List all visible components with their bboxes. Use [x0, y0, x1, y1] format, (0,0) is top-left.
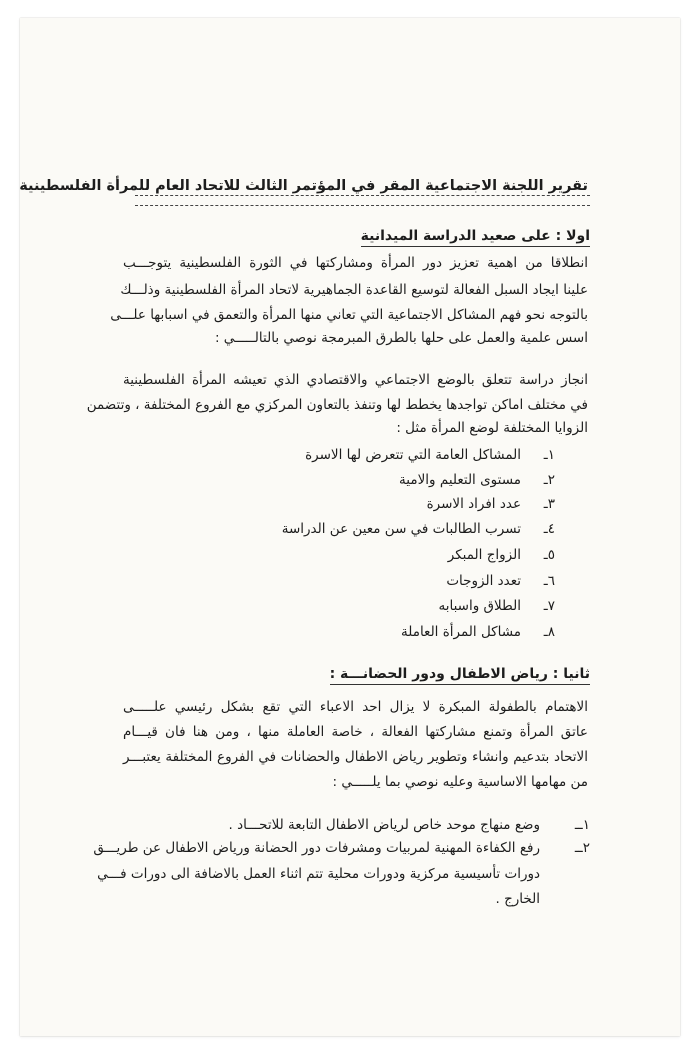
section1-heading: [361, 226, 590, 246]
section1-para1-line: بالتوجه نحو فهم المشاكل الاجتماعية التي تعاني منها المرأة والتعمق في اسبابها علـــى: [110, 307, 588, 323]
list-item-number: ٣ـ: [543, 496, 555, 512]
list-item-number: ٧ـ: [543, 598, 555, 614]
section1-para1-line: انطلاقا من اهمية تعزيز دور المرأة ومشاركتها في الثورة الفلسطينية يتوجـــب: [123, 255, 588, 271]
list-item: [438, 596, 555, 616]
list-item-number: ٢ـ: [543, 472, 555, 488]
list-item-number: ٦ـ: [543, 573, 555, 589]
list-item: [399, 470, 555, 490]
list-item-text: الطلاق واسبابه: [438, 598, 521, 614]
list-item-number: ١ـ: [543, 447, 555, 463]
section2-para-line: الاتحاد بتدعيم وانشاء وتطوير رياض الاطفال والحضانات في الفروع المختلفة يعتبـــر: [123, 749, 588, 765]
list-item-text: مستوى التعليم والامية: [399, 472, 521, 488]
recommendation-line: دورات تأسيسية مركزية ودورات محلية تتم اثناء العمل بالاضافة الى دورات فـــي: [97, 866, 540, 882]
list-item-text: مشاكل المرأة العاملة: [401, 624, 521, 640]
document-title: تقرير اللجنة الاجتماعية المقر في المؤتمر الثالث للاتحاد العام للمرأة الفلسطينية: [19, 178, 588, 194]
list-item: [401, 622, 555, 642]
list-item: [305, 445, 555, 465]
recommendation-number: ٢ــ: [574, 840, 590, 856]
list-item-text: الزواج المبكر: [447, 547, 521, 563]
section2-para-line: من مهامها الاساسية وعليه نوصي بما يلـــــي :: [332, 774, 588, 790]
recommendation-number: ١ــ: [574, 817, 590, 833]
section1-para2-line: الزوايا المختلفة لوضع المرأة مثل :: [396, 420, 588, 436]
list-item: [448, 545, 555, 565]
list-item-number: ٤ـ: [543, 521, 555, 537]
section1-para2-line: انجاز دراسة تتعلق بالوضع الاجتماعي والاقتصادي الذي تعيشه المرأة الفلسطينية: [123, 372, 588, 388]
list-item: [427, 494, 555, 514]
title-underline: [135, 195, 590, 206]
section2-heading-text: ثانيا : رياض الاطفال ودور الحضانـــة :: [330, 666, 590, 685]
section1-heading-text: اولا : على صعيد الدراسة الميدانية: [361, 228, 590, 247]
recommendation-line: وضع منهاج موحد خاص لرياض الاطفال التابعة للاتحـــاد .: [228, 817, 540, 833]
list-item-number: ٨ـ: [543, 624, 555, 640]
recommendation-line: رفع الكفاءة المهنية لمربيات ومشرفات دور الحضانة ورياض الاطفال عن طريـــق: [93, 840, 540, 856]
list-item-text: تعدد الزوجات: [446, 573, 521, 589]
list-item-text: عدد افراد الاسرة: [426, 496, 521, 512]
list-item-text: تسرب الطالبات في سن معين عن الدراسة: [281, 521, 521, 537]
section2-para-line: عاتق المرأة وتمنع مشاركتها الفعالة ، خاصة العاملة منها ، ومن هنا فان قيـــام: [123, 724, 588, 740]
section1-para1-line: علينا ايجاد السبل الفعالة لتوسيع القاعدة الجماهيرية لاتحاد المرأة الفلسطينية وذلـــك: [120, 282, 588, 298]
section1-para2-line: في مختلف اماكن تواجدها يخطط لها وتنفذ بالتعاون المركزي مع الفروع المختلفة ، وتتضمن: [86, 397, 588, 413]
list-item-text: المشاكل العامة التي تتعرض لها الاسرة: [305, 447, 521, 463]
list-item: [282, 519, 555, 539]
section2-para-line: الاهتمام بالطفولة المبكرة لا يزال احد الاعباء التي تقع بشكل رئيسي علـــــى: [123, 699, 588, 715]
section1-para1-line: اسس علمية والعمل على حلها بالطرق المبرمجة نوصي بالتالـــــي :: [214, 330, 588, 346]
section2-heading: [330, 664, 590, 684]
recommendation-line: الخارج .: [495, 891, 540, 907]
list-item: [446, 571, 555, 591]
list-item-number: ٥ـ: [543, 547, 555, 563]
